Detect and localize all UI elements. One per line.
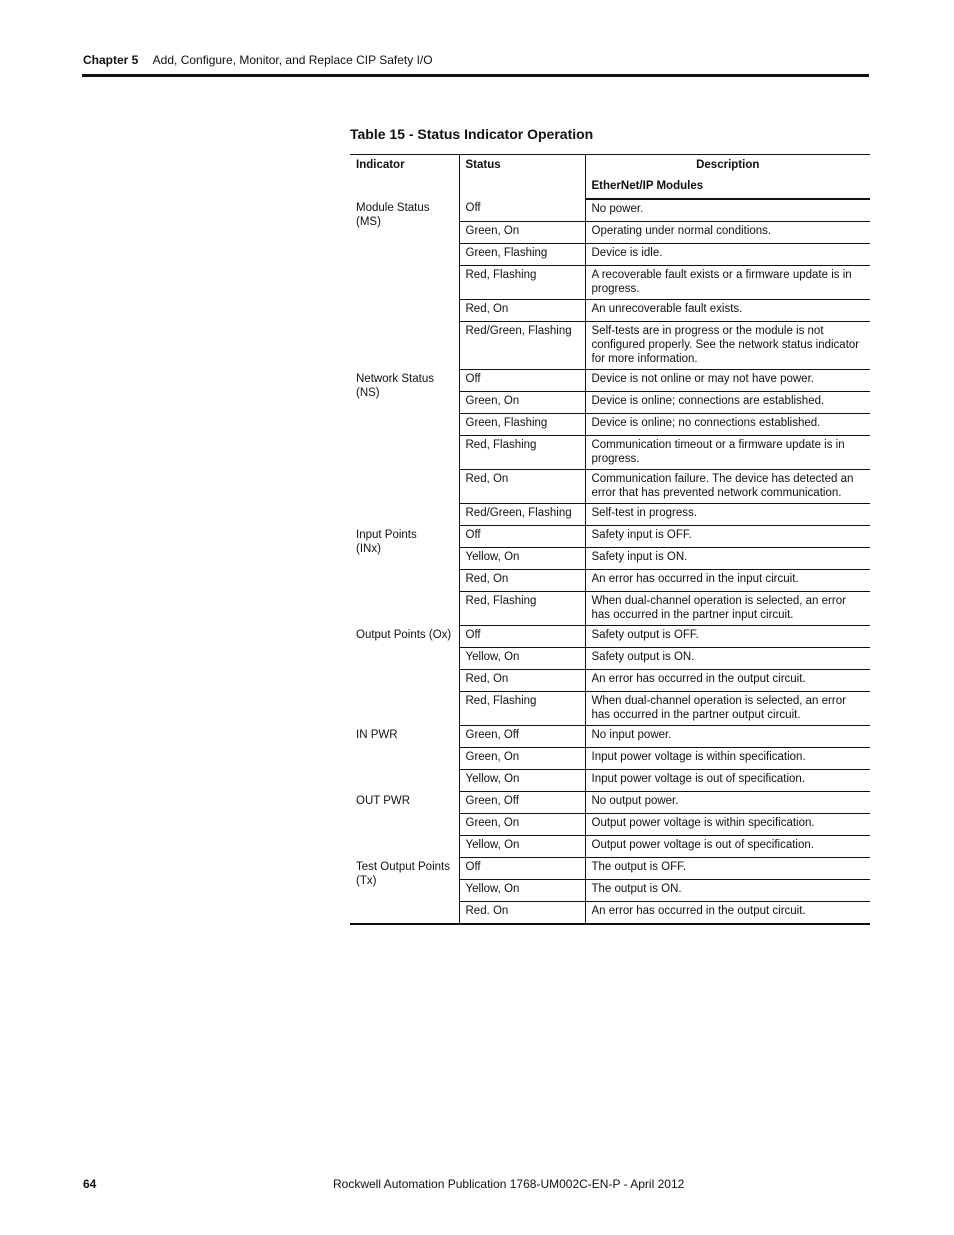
indicator-cell xyxy=(350,792,459,858)
description-cell: Operating under normal conditions. xyxy=(585,222,870,244)
status-cell: Green, On xyxy=(459,814,585,836)
status-cell: Green, Off xyxy=(459,792,585,814)
table-row xyxy=(350,526,870,548)
status-cell: Red/Green, Flashing xyxy=(459,504,585,526)
status-cell: Off xyxy=(459,526,585,548)
status-cell: Green, On xyxy=(459,222,585,244)
description-cell: The output is ON. xyxy=(585,880,870,902)
status-cell: Green, On xyxy=(459,392,585,414)
description-cell: An unrecoverable fault exists. xyxy=(585,300,870,322)
description-cell: Self-tests are in progress or the module is not configured properly. See the network status indicator for more information. xyxy=(585,322,870,370)
status-cell: Yellow, On xyxy=(459,880,585,902)
description-cell: An error has occurred in the output circuit. xyxy=(585,670,870,692)
status-cell: Off xyxy=(459,370,585,392)
indicator-label: Output Points (Ox) xyxy=(356,628,452,641)
chapter-label: Chapter 5 xyxy=(83,53,139,67)
description-cell: When dual-channel operation is selected, an error has occurred in the partner output circuit. xyxy=(585,692,870,726)
status-cell: Yellow, On xyxy=(459,770,585,792)
indicator-cell xyxy=(350,726,459,792)
status-cell: Yellow, On xyxy=(459,836,585,858)
description-cell: Safety input is OFF. xyxy=(585,526,870,548)
status-cell: Red, Flashing xyxy=(459,436,585,470)
status-cell: Green, Flashing xyxy=(459,414,585,436)
description-cell: Input power voltage is out of specification. xyxy=(585,770,870,792)
description-cell: No power. xyxy=(585,199,870,222)
status-cell: Red. On xyxy=(459,902,585,925)
indicator-label: Test Output Points (Tx) xyxy=(356,860,450,887)
description-cell: No output power. xyxy=(585,792,870,814)
description-cell: Input power voltage is within specification. xyxy=(585,748,870,770)
status-indicator-table xyxy=(350,154,870,925)
indicator-label: Network Status (NS) xyxy=(356,372,434,399)
description-cell: An error has occurred in the output circuit. xyxy=(585,902,870,925)
description-cell: Safety output is OFF. xyxy=(585,626,870,648)
table-body xyxy=(350,199,870,924)
status-cell: Yellow, On xyxy=(459,648,585,670)
indicator-label: IN PWR xyxy=(356,728,398,741)
status-cell: Red, On xyxy=(459,570,585,592)
description-cell: A recoverable fault exists or a firmware update is in progress. xyxy=(585,266,870,300)
table-row xyxy=(350,792,870,814)
status-cell: Green, Off xyxy=(459,726,585,748)
description-cell: Device is idle. xyxy=(585,244,870,266)
status-cell: Red, On xyxy=(459,670,585,692)
description-cell: Output power voltage is within specification. xyxy=(585,814,870,836)
status-cell: Off xyxy=(459,858,585,880)
description-cell: Device is online; connections are established. xyxy=(585,392,870,414)
description-cell: An error has occurred in the input circuit. xyxy=(585,570,870,592)
status-cell: Off xyxy=(459,626,585,648)
table-row xyxy=(350,199,870,222)
description-cell: Safety output is ON. xyxy=(585,648,870,670)
subheader-ethernet-modules: EtherNet/IP Modules xyxy=(585,175,870,199)
indicator-label: Input Points xyxy=(356,528,417,541)
column-header-status: Status xyxy=(459,155,585,200)
description-cell: Device is not online or may not have power. xyxy=(585,370,870,392)
indicator-cell xyxy=(350,858,459,925)
description-cell: Safety input is ON. xyxy=(585,548,870,570)
status-cell: Red, Flashing xyxy=(459,692,585,726)
description-cell: Output power voltage is out of specification. xyxy=(585,836,870,858)
header-divider xyxy=(82,74,869,77)
chapter-title: Add, Configure, Monitor, and Replace CIP Safety I/O xyxy=(152,53,433,67)
status-cell: Yellow, On xyxy=(459,548,585,570)
status-cell: Red/Green, Flashing xyxy=(459,322,585,370)
table-row xyxy=(350,858,870,880)
indicator-cell xyxy=(350,526,459,626)
column-header-indicator: Indicator xyxy=(356,159,405,171)
status-cell: Red, Flashing xyxy=(459,592,585,626)
indicator-label-suffix: (INx) xyxy=(356,542,381,555)
status-cell: Red, On xyxy=(459,300,585,322)
table-caption: Table 15 - Status Indicator Operation xyxy=(350,126,594,142)
table-row xyxy=(350,726,870,748)
page-header xyxy=(83,53,433,67)
status-cell: Green, Flashing xyxy=(459,244,585,266)
description-cell: Device is online; no connections established. xyxy=(585,414,870,436)
publication-info: Rockwell Automation Publication 1768-UM002C-EN-P - April 2012 xyxy=(333,1177,685,1191)
table-row xyxy=(350,626,870,648)
description-cell: Self-test in progress. xyxy=(585,504,870,526)
indicator-cell xyxy=(350,199,459,370)
column-header-description: Description xyxy=(585,155,870,176)
description-cell: Communication timeout or a firmware update is in progress. xyxy=(585,436,870,470)
table-row xyxy=(350,370,870,392)
description-cell: Communication failure. The device has detected an error that has prevented network communication. xyxy=(585,470,870,504)
indicator-label: OUT PWR xyxy=(356,794,411,807)
status-cell: Red, Flashing xyxy=(459,266,585,300)
description-cell: The output is OFF. xyxy=(585,858,870,880)
status-cell: Red, On xyxy=(459,470,585,504)
status-cell: Green, On xyxy=(459,748,585,770)
description-cell: No input power. xyxy=(585,726,870,748)
indicator-cell xyxy=(350,626,459,726)
status-cell: Off xyxy=(459,199,585,222)
description-cell: When dual-channel operation is selected, an error has occurred in the partner input circuit. xyxy=(585,592,870,626)
page-number: 64 xyxy=(83,1177,97,1191)
indicator-cell xyxy=(350,370,459,526)
indicator-label: Module Status (MS) xyxy=(356,202,430,228)
